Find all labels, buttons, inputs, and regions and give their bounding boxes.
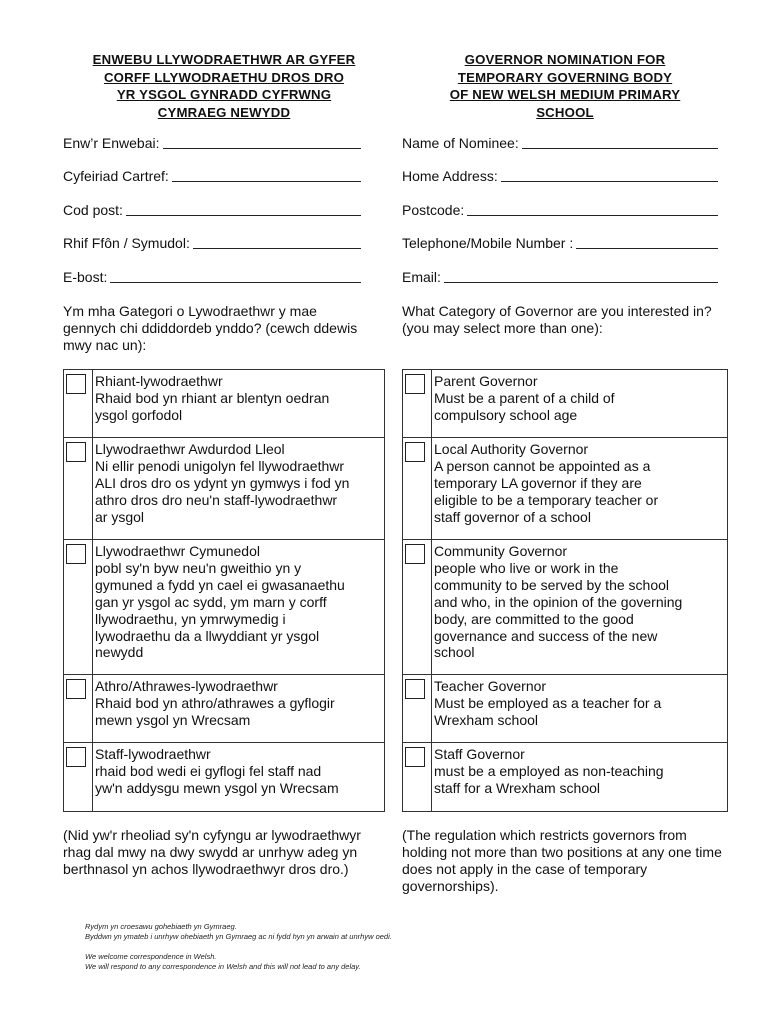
category-desc: Rhaid bod yn athro/athrawes a gyflogir mewn ysgol yn Wrecsam (95, 694, 335, 728)
divider (431, 540, 432, 674)
postcode-field[interactable] (402, 200, 718, 220)
field-label: E-bost: (63, 269, 108, 285)
welsh-title-line: CYMRAEG NEWYDD (157, 104, 291, 120)
category-text (95, 441, 349, 526)
fill-line[interactable] (576, 247, 718, 249)
category-name: Staff Governor (434, 746, 525, 762)
fill-line[interactable] (126, 214, 361, 216)
category-question-cy: Ym mha Gategori o Lywodraethwr y mae gennych chi ddiddordeb ynddo? (cewch ddewis mwy nac un): (63, 303, 358, 353)
divider (92, 743, 93, 811)
category-row-teacher (403, 675, 727, 743)
nominee-name-field[interactable] (402, 133, 718, 153)
category-question: What Category of Governor are you interested in? (you may select more than one): (402, 303, 712, 336)
parent-governor-checkbox[interactable] (405, 374, 425, 394)
category-name: Llywodraethwr Cymunedol (95, 543, 260, 559)
category-row-teacher-cy (64, 675, 384, 743)
nominee-name-field-cy[interactable] (63, 133, 361, 153)
category-name: Athro/Athrawes-lywodraethwr (95, 678, 278, 694)
category-row-staff (403, 743, 727, 811)
category-name: Llywodraethwr Awdurdod Lleol (95, 441, 285, 457)
english-title-line: GOVERNOR NOMINATION FOR (464, 52, 666, 67)
la-governor-checkbox[interactable] (405, 442, 425, 462)
category-text (434, 441, 658, 526)
category-row-la-cy (64, 438, 384, 540)
field-label: Postcode: (402, 202, 465, 218)
category-row-community (403, 540, 727, 675)
footer-english-line: We welcome correspondence in Welsh. (85, 952, 217, 961)
category-desc: Rhaid bod yn rhiant ar blentyn oedran ysgol gorfodol (95, 389, 330, 423)
field-label: Name of Nominee: (402, 135, 519, 151)
home-address-field-cy[interactable] (63, 166, 361, 186)
fill-line[interactable] (163, 147, 362, 149)
welsh-title-line: YR YSGOL GYNRADD CYFRWNG (116, 87, 332, 102)
fill-line[interactable] (193, 247, 361, 249)
category-row-parent (403, 370, 727, 438)
welsh-title-line: ENWEBU LLYWODRAETHWR AR GYFER (92, 52, 356, 67)
fill-line[interactable] (444, 281, 718, 283)
field-label: Cod post: (63, 202, 123, 218)
divider (92, 438, 93, 539)
category-row-la (403, 438, 727, 540)
fill-line[interactable] (501, 180, 718, 182)
regulation-note: (The regulation which restricts governors from holding not more than two positions at any one time does not apply in the case of temporary governorships). (402, 827, 722, 894)
category-name: Teacher Governor (434, 678, 547, 694)
phone-field-cy[interactable] (63, 233, 361, 253)
footer-english-line: We will respond to any correspondence in Welsh and this will not lead to any delay. (85, 962, 361, 971)
category-row-staff-cy (64, 743, 384, 811)
english-title-line: TEMPORARY GOVERNING BODY (457, 69, 673, 85)
category-table-cy (63, 369, 385, 812)
category-table (402, 369, 728, 812)
field-label: Enw’r Enwebai: (63, 135, 160, 151)
teacher-governor-checkbox[interactable] (66, 679, 86, 699)
teacher-governor-checkbox[interactable] (405, 679, 425, 699)
category-text (434, 746, 664, 797)
footer-welsh-line: Byddwn yn ymateb i unrhyw ohebiaeth yn Gymraeg ac ni fydd hyn yn arwain at unrhyw oedi. (85, 932, 392, 941)
la-governor-checkbox[interactable] (66, 442, 86, 462)
welsh-title-line: CORFF LLYWODRAETHU DROS DRO (103, 69, 345, 85)
community-governor-checkbox[interactable] (66, 544, 86, 564)
footer-welsh-line: Rydym yn croesawu gohebiaeth yn Gymraeg. (85, 922, 237, 931)
category-text (434, 678, 661, 729)
category-name: Rhiant-lywodraethwr (95, 373, 223, 389)
field-label: Email: (402, 269, 441, 285)
fill-line[interactable] (467, 214, 718, 216)
phone-field[interactable] (402, 233, 718, 253)
category-desc: must be a employed as non-teaching staff for a Wrexham school (434, 762, 664, 796)
category-text (95, 746, 339, 797)
english-title (402, 51, 728, 121)
category-desc: Must be employed as a teacher for a Wrexham school (434, 694, 662, 728)
community-governor-checkbox[interactable] (405, 544, 425, 564)
divider (92, 540, 93, 674)
category-text (434, 373, 615, 424)
fill-line[interactable] (110, 281, 361, 283)
field-label: Home Address: (402, 168, 498, 184)
category-text (95, 543, 345, 661)
category-desc: A person cannot be appointed as a temporary LA governor if they are eligible to be a temporary teacher or staff governor of a school (434, 457, 659, 525)
email-field-cy[interactable] (63, 267, 361, 287)
field-label: Rhif Ffôn / Symudol: (63, 235, 190, 251)
welsh-title (63, 51, 385, 121)
category-text (434, 543, 682, 661)
divider (431, 438, 432, 539)
category-name: Community Governor (434, 543, 568, 559)
category-text (95, 373, 329, 424)
divider (431, 743, 432, 811)
footer-welsh (85, 922, 392, 942)
category-row-community-cy (64, 540, 384, 675)
staff-governor-checkbox[interactable] (66, 747, 86, 767)
category-name: Local Authority Governor (434, 441, 589, 457)
category-desc: Ni ellir penodi unigolyn fel llywodraethwr ALI dros dro os ydynt yn gymwys i fod yn athro dros dro neu'n staff-lywodraethwr ar ysgol (95, 457, 350, 525)
postcode-field-cy[interactable] (63, 200, 361, 220)
category-desc: people who live or work in the community to be served by the school and who, in the opinion of the governing body, are committed to the good governance and success of the new school (434, 559, 683, 661)
category-desc: pobl sy'n byw neu'n gweithio yn y gymuned a fydd yn cael ei gwasanaethu gan yr ysgol ac sydd, ym marn y corff llywodraethu, yn ymrwymedig i lywodraethu da a llwyddiant yr ysgol newydd (95, 559, 345, 661)
category-text (95, 678, 335, 729)
divider (431, 370, 432, 437)
field-label: Telephone/Mobile Number : (402, 235, 574, 251)
category-desc: Must be a parent of a child of compulsory school age (434, 389, 615, 423)
regulation-note-cy: (Nid yw'r rheoliad sy'n cyfyngu ar lywodraethwyr rhag dal mwy na dwy swydd ar unrhyw adeg yn berthnasol yn achos llywodraethwyr dros dro.) (63, 827, 361, 877)
category-name: Parent Governor (434, 373, 538, 389)
divider (431, 675, 432, 742)
divider (92, 675, 93, 742)
email-field[interactable] (402, 267, 718, 287)
category-name: Staff-lywodraethwr (95, 746, 211, 762)
field-label: Cyfeiriad Cartref: (63, 168, 169, 184)
home-address-field[interactable] (402, 166, 718, 186)
category-desc: rhaid bod wedi ei gyflogi fel staff nad yw'n addysgu mewn ysgol yn Wrecsam (95, 762, 339, 796)
divider (92, 370, 93, 437)
category-row-parent-cy (64, 370, 384, 438)
english-title-line: OF NEW WELSH MEDIUM PRIMARY (449, 87, 681, 102)
footer-english (85, 952, 361, 972)
fill-line[interactable] (522, 147, 718, 149)
parent-governor-checkbox[interactable] (66, 374, 86, 394)
fill-line[interactable] (172, 180, 361, 182)
english-title-line: SCHOOL (536, 104, 594, 120)
staff-governor-checkbox[interactable] (405, 747, 425, 767)
